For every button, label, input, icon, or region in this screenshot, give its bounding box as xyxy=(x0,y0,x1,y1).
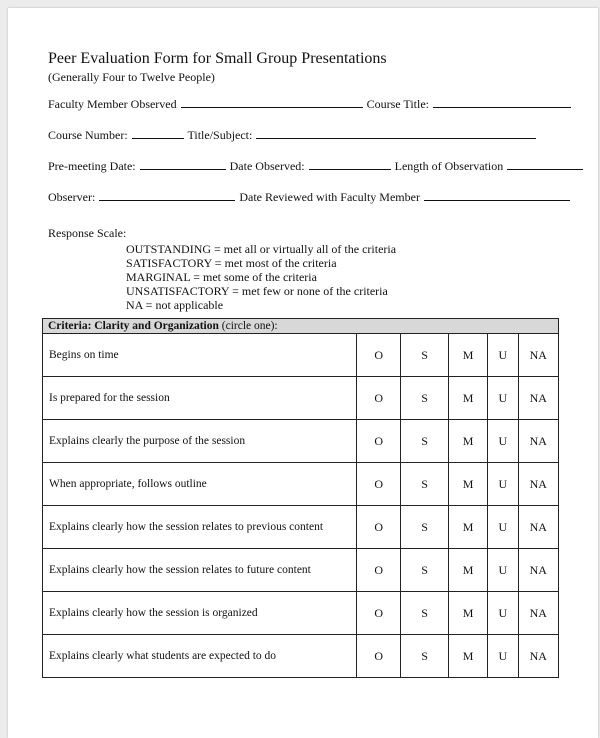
rating-option-u[interactable]: U xyxy=(488,506,518,549)
rating-option-u[interactable]: U xyxy=(488,377,518,420)
rating-option-s[interactable]: S xyxy=(401,549,449,592)
rating-option-m[interactable]: M xyxy=(449,506,488,549)
course-number-blank[interactable] xyxy=(132,137,184,139)
rating-option-o[interactable]: O xyxy=(357,549,401,592)
rating-option-o[interactable]: O xyxy=(357,420,401,463)
rating-option-m[interactable]: M xyxy=(449,463,488,506)
date-reviewed-label: Date Reviewed with Faculty Member xyxy=(239,190,420,204)
length-observation-blank[interactable] xyxy=(507,168,583,170)
rating-option-s[interactable]: S xyxy=(401,377,449,420)
rating-option-o[interactable]: O xyxy=(357,592,401,635)
observer-blank[interactable] xyxy=(99,199,235,201)
rating-option-na[interactable]: NA xyxy=(518,463,558,506)
scale-item-na: NA = not applicable xyxy=(126,298,224,312)
scale-item-outstanding: OUTSTANDING = met all or virtually all of the criteria xyxy=(126,242,397,256)
course-title-blank[interactable] xyxy=(433,106,571,108)
rating-option-s[interactable]: S xyxy=(401,592,449,635)
observer-label: Observer: xyxy=(48,190,96,204)
field-row-course xyxy=(48,128,537,143)
rating-option-m[interactable]: M xyxy=(449,635,488,678)
rating-option-s[interactable]: S xyxy=(401,506,449,549)
course-title-label: Course Title: xyxy=(366,97,429,111)
rating-option-m[interactable]: M xyxy=(449,592,488,635)
rating-option-u[interactable]: U xyxy=(488,463,518,506)
rating-option-na[interactable]: NA xyxy=(518,506,558,549)
criteria-header xyxy=(43,319,559,334)
rating-option-u[interactable]: U xyxy=(488,549,518,592)
table-row xyxy=(43,549,559,592)
document-page xyxy=(8,8,598,738)
rating-option-o[interactable]: O xyxy=(357,377,401,420)
date-observed-label: Date Observed: xyxy=(229,159,305,173)
course-number-label: Course Number: xyxy=(48,128,128,142)
criterion-label: Is prepared for the session xyxy=(43,377,357,420)
response-scale-label: Response Scale: xyxy=(48,226,127,240)
faculty-member-blank[interactable] xyxy=(181,106,363,108)
rating-option-m[interactable]: M xyxy=(449,420,488,463)
table-row xyxy=(43,635,559,678)
premeeting-date-label: Pre-meeting Date: xyxy=(48,159,136,173)
length-observation-label: Length of Observation xyxy=(394,159,504,173)
table-row xyxy=(43,506,559,549)
criterion-label: When appropriate, follows outline xyxy=(43,463,357,506)
date-reviewed-blank[interactable] xyxy=(424,199,570,201)
rating-option-o[interactable]: O xyxy=(357,334,401,377)
rating-option-o[interactable]: O xyxy=(357,635,401,678)
rating-option-na[interactable]: NA xyxy=(518,549,558,592)
criterion-label: Begins on time xyxy=(43,334,357,377)
criteria-header-title: Criteria: Clarity and Organization xyxy=(48,320,219,332)
field-row-observer xyxy=(48,190,571,205)
rating-option-o[interactable]: O xyxy=(357,506,401,549)
rating-option-u[interactable]: U xyxy=(488,334,518,377)
rating-option-u[interactable]: U xyxy=(488,420,518,463)
form-subtitle: (Generally Four to Twelve People) xyxy=(48,70,215,84)
rating-option-na[interactable]: NA xyxy=(518,635,558,678)
criteria-header-row xyxy=(43,319,559,334)
rating-option-s[interactable]: S xyxy=(401,635,449,678)
scale-item-unsatisfactory: UNSATISFACTORY = met few or none of the criteria xyxy=(126,284,388,298)
table-row xyxy=(43,334,559,377)
rating-option-u[interactable]: U xyxy=(488,592,518,635)
rating-option-na[interactable]: NA xyxy=(518,334,558,377)
criterion-label: Explains clearly how the session relates to future content xyxy=(43,549,357,592)
rating-option-na[interactable]: NA xyxy=(518,377,558,420)
criterion-label: Explains clearly how the session relates to previous content xyxy=(43,506,357,549)
criteria-header-note: (circle one): xyxy=(218,320,278,332)
date-observed-blank[interactable] xyxy=(309,168,391,170)
criterion-label: Explains clearly the purpose of the session xyxy=(43,420,357,463)
response-scale-list xyxy=(126,242,396,312)
rating-option-m[interactable]: M xyxy=(449,334,488,377)
criteria-body xyxy=(43,334,559,678)
rating-option-na[interactable]: NA xyxy=(518,592,558,635)
form-title: Peer Evaluation Form for Small Group Presentations xyxy=(48,50,387,67)
table-row xyxy=(43,463,559,506)
field-row-faculty xyxy=(48,97,572,112)
title-subject-blank[interactable] xyxy=(256,137,536,139)
criteria-table xyxy=(42,318,559,678)
table-row xyxy=(43,592,559,635)
table-row xyxy=(43,377,559,420)
criterion-label: Explains clearly what students are expected to do xyxy=(43,635,357,678)
faculty-member-label: Faculty Member Observed xyxy=(48,97,177,111)
rating-option-m[interactable]: M xyxy=(449,549,488,592)
rating-option-m[interactable]: M xyxy=(449,377,488,420)
criterion-label: Explains clearly how the session is organized xyxy=(43,592,357,635)
title-subject-label: Title/Subject: xyxy=(187,128,253,142)
rating-option-s[interactable]: S xyxy=(401,334,449,377)
rating-option-u[interactable]: U xyxy=(488,635,518,678)
rating-option-o[interactable]: O xyxy=(357,463,401,506)
scale-item-marginal: MARGINAL = met some of the criteria xyxy=(126,270,317,284)
rating-option-s[interactable]: S xyxy=(401,463,449,506)
rating-option-na[interactable]: NA xyxy=(518,420,558,463)
premeeting-date-blank[interactable] xyxy=(140,168,226,170)
field-row-dates xyxy=(48,159,584,174)
scale-item-satisfactory: SATISFACTORY = met most of the criteria xyxy=(126,256,337,270)
rating-option-s[interactable]: S xyxy=(401,420,449,463)
table-row xyxy=(43,420,559,463)
